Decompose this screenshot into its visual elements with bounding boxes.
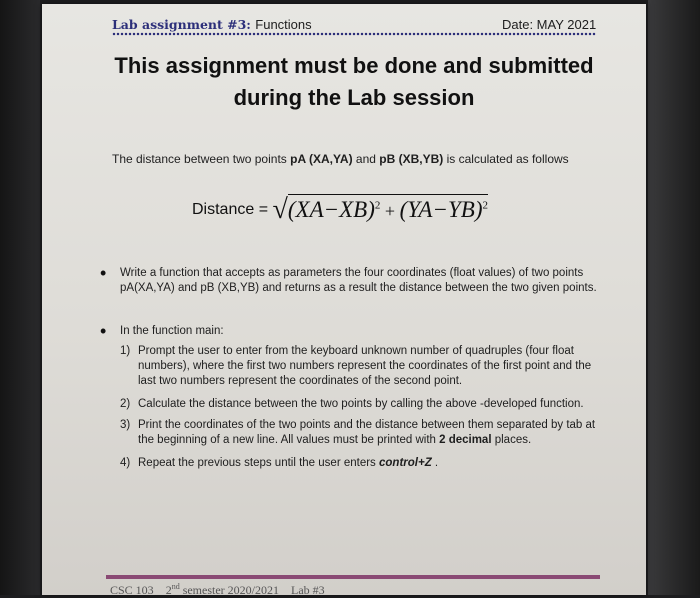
intro-and: and bbox=[352, 152, 380, 166]
step-4-suffix: . bbox=[431, 457, 439, 469]
bullet-1-line-1: Write a function that accepts as parameters the four coordinates (float values) of two points bbox=[120, 267, 584, 279]
bullet-icon: • bbox=[100, 321, 107, 341]
formula-term-1: (XA−XB) bbox=[287, 197, 375, 222]
lab-topic: Functions bbox=[255, 17, 312, 32]
page-title bbox=[112, 50, 596, 114]
step-number: 3) bbox=[120, 419, 131, 431]
bullet-2-heading: In the function main: bbox=[120, 325, 224, 337]
bullet-icon: • bbox=[100, 263, 107, 283]
title-line-1: This assignment must be done and submitted bbox=[114, 53, 594, 78]
point-b: pB (XB,YB) bbox=[379, 152, 444, 166]
exponent-2: 2 bbox=[482, 199, 488, 212]
lab-label: Lab assignment #3: bbox=[112, 17, 251, 32]
step-4-line-1 bbox=[138, 456, 608, 471]
step-1-line-2: numbers), where the first two numbers represent the coordinates of the first point and the bbox=[138, 360, 592, 372]
step-4-prefix: Repeat the previous steps until the user enters bbox=[138, 457, 380, 469]
photo-background-left bbox=[0, 0, 40, 595]
step-2-line-1: Calculate the distance between the two points by calling the above -developed function. bbox=[138, 398, 584, 410]
intro-text bbox=[112, 152, 612, 166]
bullet-1-line-2: pA(XA,YA) and pB (XB,YB) and returns as a result the distance between the two given points. bbox=[120, 282, 597, 294]
page-footer bbox=[110, 582, 325, 598]
point-a: pA (XA,YA) bbox=[290, 152, 353, 166]
step-3-line-2 bbox=[138, 433, 608, 448]
step-number: 4) bbox=[120, 457, 131, 469]
footer-semester: semester 2020/2021 bbox=[179, 583, 280, 597]
footer-divider bbox=[106, 575, 600, 579]
footer-semester-number: 2 bbox=[165, 583, 172, 597]
step-4-code: control+Z bbox=[379, 457, 432, 469]
title-line-2: during the Lab session bbox=[233, 85, 475, 110]
step-3-bold: 2 decimal bbox=[439, 434, 492, 446]
lab-header bbox=[112, 17, 312, 32]
formula-label: Distance = bbox=[192, 201, 273, 218]
intro-prefix: The distance between two points bbox=[112, 152, 291, 166]
dotted-divider bbox=[112, 32, 596, 36]
step-1-line-3: last two numbers represent the coordinates of the second point. bbox=[138, 375, 463, 387]
step-number: 1) bbox=[120, 345, 131, 357]
step-1-line-1: Prompt the user to enter from the keyboard unknown number of quadruples (four float bbox=[138, 345, 574, 357]
photo-background-right bbox=[648, 0, 700, 595]
bullet-1-text bbox=[120, 266, 610, 296]
footer-semester-suffix: nd bbox=[171, 582, 180, 591]
step-3-line-2-suffix: places. bbox=[491, 434, 532, 446]
formula-expression bbox=[288, 194, 488, 222]
date-label: Date: MAY 2021 bbox=[502, 17, 597, 32]
distance-formula bbox=[192, 194, 488, 226]
exponent-1: 2 bbox=[374, 199, 381, 212]
step-3-line-2-prefix: the beginning of a new line. All values must be printed with bbox=[138, 434, 440, 446]
step-number: 2) bbox=[120, 398, 131, 410]
footer-course: CSC 103 bbox=[110, 583, 154, 597]
document-page bbox=[42, 4, 646, 595]
sqrt-icon: √ bbox=[272, 194, 288, 225]
formula-term-2: (YA−YB) bbox=[399, 197, 483, 222]
intro-suffix: is calculated as follows bbox=[443, 152, 569, 166]
formula-plus: + bbox=[380, 201, 400, 221]
footer-lab: Lab #3 bbox=[291, 583, 325, 597]
step-3-line-1: Print the coordinates of the two points and the distance between them separated by tab at bbox=[138, 419, 596, 431]
